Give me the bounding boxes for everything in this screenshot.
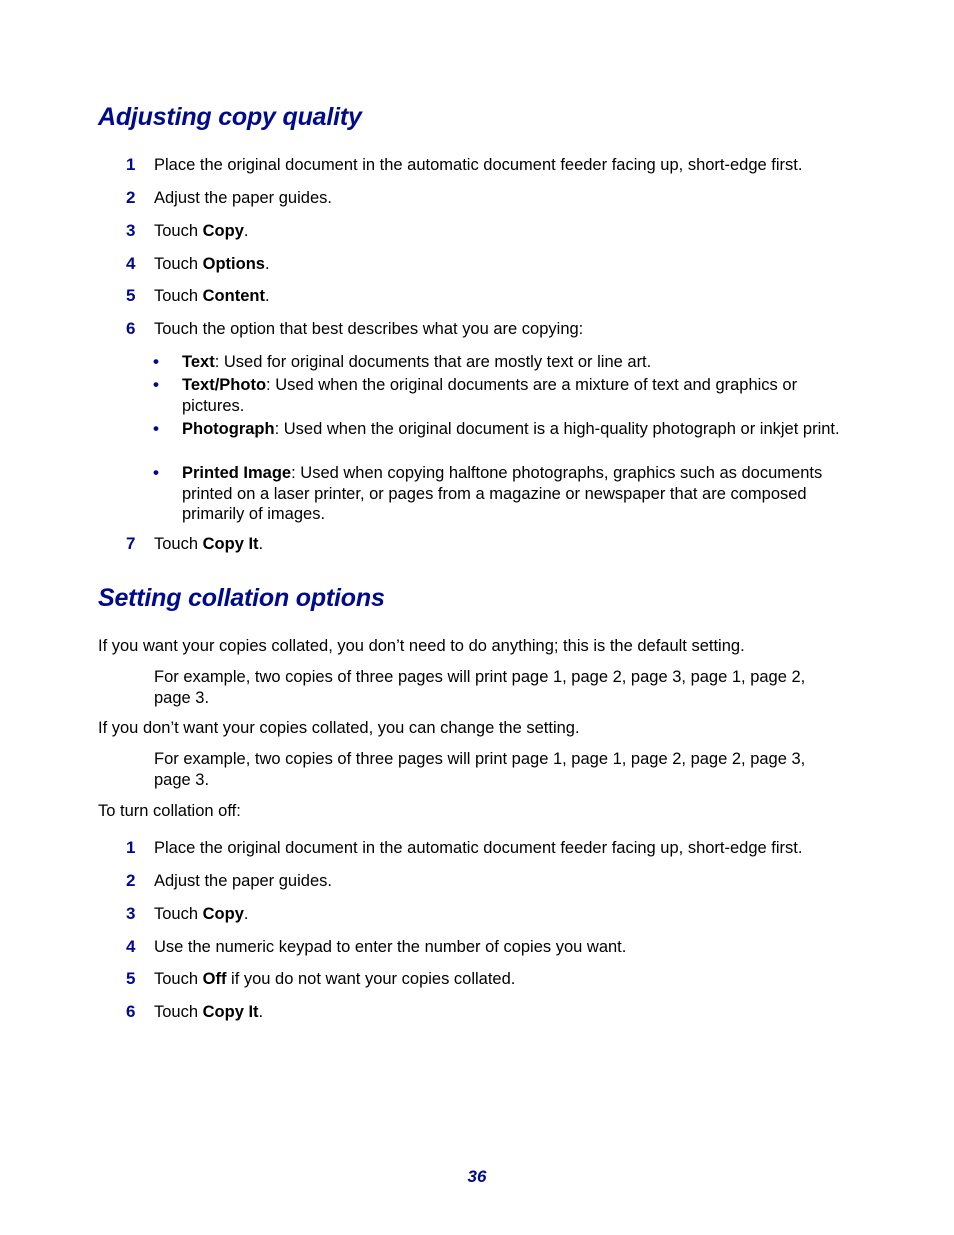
step-text: Place the original document in the automatic document feeder facing up, short-edge first. — [154, 156, 803, 174]
bullet-icon: • — [153, 352, 159, 371]
bullet-icon: • — [153, 375, 159, 394]
step-number: 1 — [126, 155, 136, 174]
step-text: Touch Copy It. — [154, 535, 264, 553]
section-heading-copy-quality: Adjusting copy quality — [98, 103, 362, 131]
bullet-text: Text/Photo: Used when the original documents are a mixture of text and graphics or pictures. — [182, 376, 798, 415]
ui-label: Copy It — [202, 1003, 259, 1021]
step-text: Use the numeric keypad to enter the number of copies you want. — [154, 938, 627, 956]
bullet-text: Printed Image: Used when copying halftone photographs, graphics such as documents printed on a laser printer, or pages from a magazine or newspaper that are composed primarily of images. — [182, 464, 823, 523]
step-text: Adjust the paper guides. — [154, 189, 332, 207]
step-text: Touch Copy It. — [154, 1003, 264, 1021]
step-number: 2 — [126, 188, 136, 207]
document-page: Adjusting copy quality 1 Place the original document in the automatic document feeder facing up, short-edge first. 2 Adjust the paper guides. 3 Touch Copy. 4 Touch Options. 5 Touch Content. 6 Touch the option that best describes what you are copying: • Text: Used for original documents that are mostly text or line art. • Text/Photo: Used when the original documents are a mixture of text and graphics or pictures. • Photograph: Used when the original document is a high-quality photograph or inkjet print. • Printed Image: Used when copying halftone photographs, graphics such as documents printed on a laser printer, or pages from a magazine or newspaper that are composed primarily of images. 7 Touch Copy It. Setting collation options If you want your copies collated, you don’t need to do anything; this is the default setting. For example, two copies of three pages will print page 1, page 2, page 3, page 1, page 2, page 3. If you don’t want your copies collated, you can change the setting. For example, two copies of three pages will print page 1, page 1, page 2, page 2, page 3, page 3. To turn collation off: 1 Place the original document in the automatic document feeder facing up, short-edge first. 2 Adjust the paper guides. 3 Touch Copy. 4 Use the numeric keypad to enter the number of copies you want. 5 Touch Off if you do not want your copies collated. 6 Touch Copy It. 36 — [0, 0, 954, 1235]
step-number: 7 — [126, 534, 136, 553]
step-text: Touch Copy. — [154, 222, 249, 240]
ui-label: Options — [202, 255, 265, 273]
step-text: Touch Off if you do not want your copies collated. — [154, 970, 516, 988]
bullet-text: Photograph: Used when the original document is a high-quality photograph or inkjet print. — [182, 420, 840, 438]
step-number: 4 — [126, 937, 136, 956]
page-number: 36 — [467, 1167, 487, 1186]
bullet-icon: • — [153, 419, 159, 438]
ui-label: Copy — [202, 905, 244, 923]
section-heading-collation: Setting collation options — [98, 584, 385, 612]
step-text: Touch Options. — [154, 255, 270, 273]
step-number: 6 — [126, 1002, 136, 1021]
ui-label: Content — [202, 287, 265, 305]
step-number: 3 — [126, 904, 136, 923]
step-text: Touch Copy. — [154, 905, 249, 923]
step-number: 6 — [126, 319, 136, 338]
step-number: 2 — [126, 871, 136, 890]
step-number: 5 — [126, 286, 136, 305]
step-number: 4 — [126, 254, 136, 273]
bullet-icon: • — [153, 463, 159, 482]
step-number: 3 — [126, 221, 136, 240]
step-number: 5 — [126, 969, 136, 988]
step-text: Touch the option that best describes what you are copying: — [154, 320, 584, 338]
bullet-text: Text: Used for original documents that are mostly text or line art. — [182, 353, 652, 371]
ui-label: Copy — [202, 222, 244, 240]
step-text: Adjust the paper guides. — [154, 872, 332, 890]
step-number: 1 — [126, 838, 136, 857]
ui-label: Off — [202, 970, 227, 988]
step-text: Place the original document in the automatic document feeder facing up, short-edge first. — [154, 839, 803, 857]
step-text: Touch Content. — [154, 287, 270, 305]
ui-label: Copy It — [202, 535, 259, 553]
